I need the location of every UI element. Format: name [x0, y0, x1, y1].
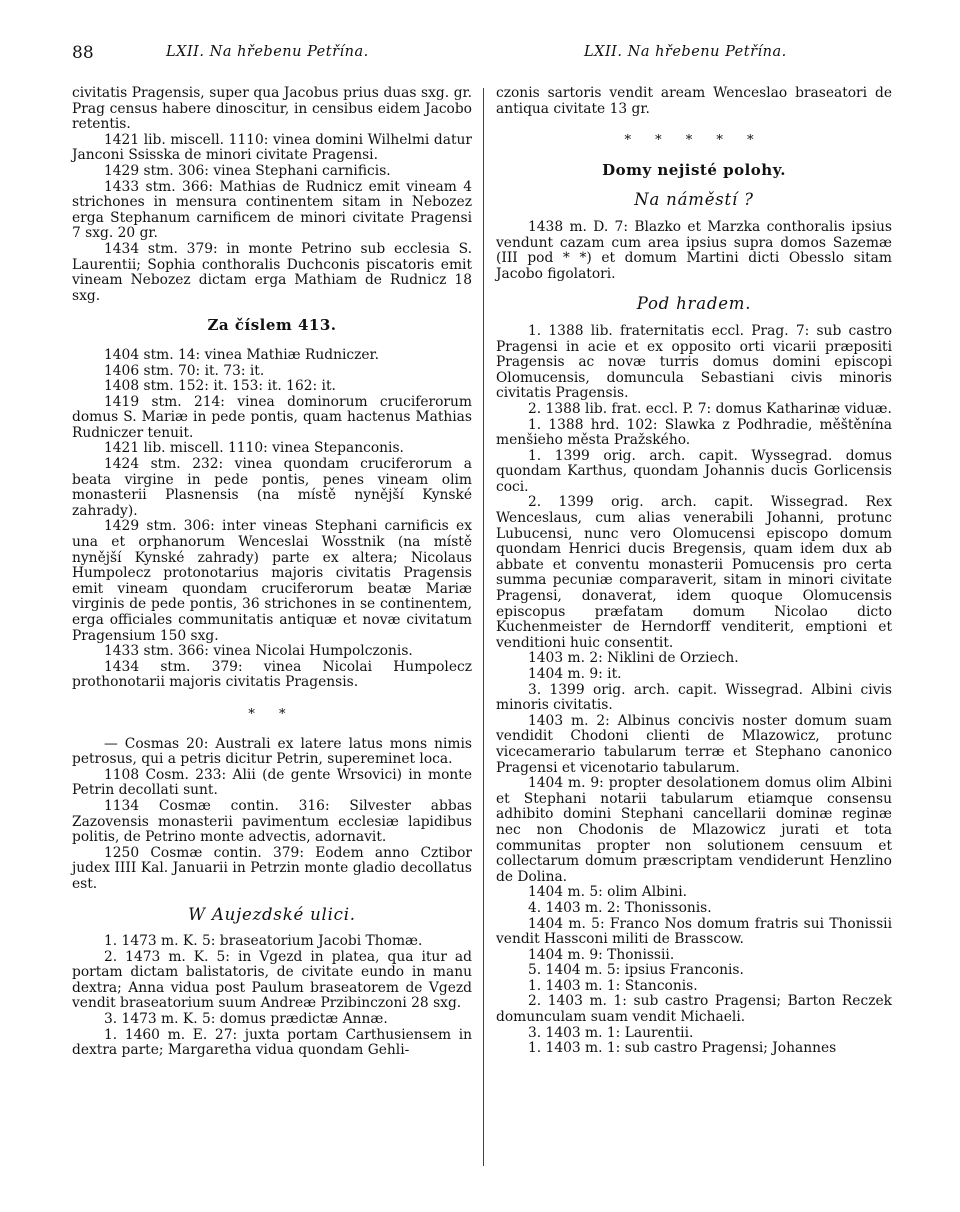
text-paragraph: 3. 1473 m. K. 5: domus prædictæ Annæ. [104, 1011, 388, 1028]
text-paragraph: 1. 1388 lib. fraternitatis eccl. Prag. 7: sub castro Pragensi in acie et ex opposito orti vicarii præpositi Pragensis ac novæ turris domus domini episcopi Olomucensis, domuncula Sebastiani civis minoris civitatis Pragensis. [496, 322, 892, 402]
left-column [72, 86, 472, 1059]
text-paragraph: civitatis Pragensis, super qua Jacobus prius duas sxg. gr. Prag census habere dinoscitur, in censibus eidem Jacobo retentis. [72, 85, 472, 133]
section-heading: Domy nejisté polohy. [602, 160, 786, 179]
text-paragraph: 1421 lib. miscell. 1110: vinea Stepanconis. [104, 440, 404, 457]
text-paragraph: 1429 stm. 306: vinea Stephani carnificis. [104, 162, 391, 179]
text-paragraph: 1433 stm. 366: vinea Nicolai Humpolczonis. [104, 643, 413, 660]
right-column [496, 86, 892, 1057]
text-paragraph: 3. 1403 m. 1: Laurentii. [528, 1024, 694, 1041]
text-paragraph: 1434 stm. 379: vinea Nicolai Humpolecz prothonotarii majoris civitatis Pragensis. [72, 658, 472, 691]
asterism-divider: * * [248, 706, 296, 722]
text-paragraph: 1438 m. D. 7: Blazko et Marzka conthoralis ipsius vendunt cazam cum area ipsius supra domos Sazemæ (III pod * *) et domum Martini dicti Obesslo sitam Jacobo figolatori. [496, 218, 892, 282]
text-paragraph: 1. 1399 orig. arch. capit. Wyssegrad. domus quondam Karthus, quondam Johannis ducis Gorlicensis coci. [496, 447, 892, 495]
running-head-left: LXII. Na hřebenu Petřína. [166, 44, 369, 60]
text-paragraph: czonis sartoris vendit aream Wenceslao braseatori de antiqua civitate 13 gr. [496, 85, 892, 117]
text-paragraph: 1419 stm. 214: vinea dominorum cruciferorum domus S. Mariæ in pede pontis, quam hactenus Mathias Rudniczer tenuit. [72, 393, 472, 441]
section-heading-italic: Na náměstí ? [634, 190, 754, 210]
text-paragraph: 1404 stm. 14: vinea Mathiæ Rudniczer. [104, 346, 380, 363]
column-divider [483, 88, 484, 1166]
text-paragraph: 1. 1403 m. 1: Stanconis. [528, 977, 698, 994]
text-paragraph: 1. 1460 m. E. 27: juxta portam Carthusiensem in dextra parte; Margaretha vidua quondam Gehli- [72, 1026, 472, 1059]
text-paragraph: 1108 Cosm. 233: Alii (de gente Wrsovici) in monte Petrin decollati sunt. [72, 766, 472, 799]
text-paragraph: 1404 m. 9: Thonissii. [528, 946, 675, 963]
text-paragraph: 1404 m. 5: Franco Nos domum fratris sui Thonissii vendit Hassconi militi de Brasscow. [496, 915, 892, 948]
text-paragraph: 1434 stm. 379: in monte Petrino sub ecclesia S. Laurentii; Sophia conthoralis Duchconis piscatoris emit vineam Nebozez dictam erga Mathiam de Rudnicz 18 sxg. [72, 240, 472, 304]
text-paragraph: 1429 stm. 306: inter vineas Stephani carnificis ex una et orphanorum Wenceslai Wosstnik (na místě nynější Kynské zahrady) parte ex altera; Nicolaus Humpolecz protonotarius majoris civitatis Pragensis emit vineam quondam cruciferorum beatæ Mariæ virginis de pede pontis, 36 strichones in se continentem, erga officiales communitatis antiquæ et novæ civitatum Pragensium 150 sxg. [72, 518, 472, 644]
section-heading: Za číslem 413. [207, 316, 337, 335]
text-paragraph: 1424 stm. 232: vinea quondam cruciferorum a beata virgine in pede pontis, penes vineam olim monasterii Plasnensis (na místě nynější Kynské zahrady). [72, 456, 472, 519]
text-paragraph: 3. 1399 orig. arch. capit. Wissegrad. Albini civis minoris civitatis. [496, 681, 892, 714]
running-head-right: LXII. Na hřebenu Petřína. [584, 44, 787, 60]
text-paragraph: 1404 m. 9: propter desolationem domus olim Albini et Stephani notarii tabularum etiamque consensu adhibito domini Stephani cancellarii dominæ reginæ nec non Chodonis de Mlazowicz jurati et tota communitas propter non solutionem censuum et collectarum domum præscriptam vendiderunt Henzlino de Dolina. [496, 775, 892, 885]
text-paragraph: 1. 1403 m. 1: sub castro Pragensi; Johannes [528, 1040, 837, 1057]
text-paragraph: 1433 stm. 366: Mathias de Rudnicz emit vineam 4 strichones in mensura continentem sitam in Nebozez erga Stephanum carnificem de minori civitate Pragensi 7 sxg. 20 gr. [72, 178, 472, 242]
text-paragraph: 2. 1403 m. 1: sub castro Pragensi; Barton Reczek domunculam suam vendit Michaeli. [496, 993, 892, 1026]
text-paragraph: 1403 m. 2: Niklini de Orziech. [528, 650, 739, 667]
text-paragraph: 1406 stm. 70: it. 73: it. [104, 362, 265, 379]
page-number: 88 [72, 43, 94, 63]
text-paragraph: 1. 1473 m. K. 5: braseatorium Jacobi Thomæ. [104, 933, 423, 950]
section-heading-italic: W Aujezdské ulici. [188, 904, 356, 924]
asterism-divider: * * * * * [624, 133, 764, 149]
text-paragraph: 1134 Cosmæ contin. 316: Silvester abbas Zazovensis monasterii pavimentum ecclesiæ lapidibus politis, de Petrino monte advectis, adornavit. [72, 797, 472, 846]
text-paragraph: — Cosmas 20: Australi ex latere latus mons nimis petrosus, qui a petris dicitur Petrin, supereminet loca. [72, 735, 472, 768]
text-paragraph: 2. 1473 m. K. 5: in Vgezd in platea, qua itur ad portam dictam balistatoris, de civitate eundo in manu dextra; Anna vidua post Paulum braseatorem de Vgezd vendit braseatorium suum Andreæ Przibinczoni 28 sxg. [72, 948, 472, 1012]
text-paragraph: 1404 m. 5: olim Albini. [528, 884, 688, 901]
text-paragraph: 1408 stm. 152: it. 153: it. 162: it. [104, 378, 336, 395]
text-paragraph: 1421 lib. miscell. 1110: vinea domini Wilhelmi datur Janconi Ssisska de minori civitate Pragensi. [72, 131, 472, 164]
text-paragraph: 4. 1403 m. 2: Thonissonis. [528, 899, 712, 916]
text-paragraph: 5. 1404 m. 5: ipsius Franconis. [528, 962, 744, 979]
text-paragraph: 1403 m. 2: Albinus concivis noster domum suam vendidit Chodoni clienti de Mlazowicz, protunc vicecamerario tabularum terræ et Stephano canonico Pragensi et vicenotario tabularum. [496, 712, 892, 776]
section-heading-italic: Pod hradem. [636, 294, 752, 314]
text-paragraph: 1250 Cosmæ contin. 379: Eodem anno Cztibor judex IIII Kal. Januarii in Petrzin monte gladio decollatus est. [72, 844, 472, 892]
text-paragraph: 2. 1399 orig. arch. capit. Wissegrad. Rex Wenceslaus, cum alias venerabili Johanni, protunc Lubucensi, nunc vero Olomucensi episcopo domum quondam Henrici ducis Bregensis, quam idem dux ab abbate et conventu monasterii Pomucensis pro certa summa pecuniæ comparaverit, sitam in minori civitate Pragensi, donaverat, idem quoque Olomucensis episcopus præfatam domum Nicolao dicto Kuchenmeister de Herndorff venditerit, emptioni et venditioni huic consentit. [496, 494, 892, 651]
text-paragraph: 1. 1388 hrd. 102: Slawka z Podhradie, měštěnína menšieho města Pražského. [496, 416, 892, 449]
text-paragraph: 1404 m. 9: it. [528, 666, 622, 682]
text-paragraph: 2. 1388 lib. frat. eccl. P. 7: domus Katharinæ viduæ. [528, 400, 892, 417]
